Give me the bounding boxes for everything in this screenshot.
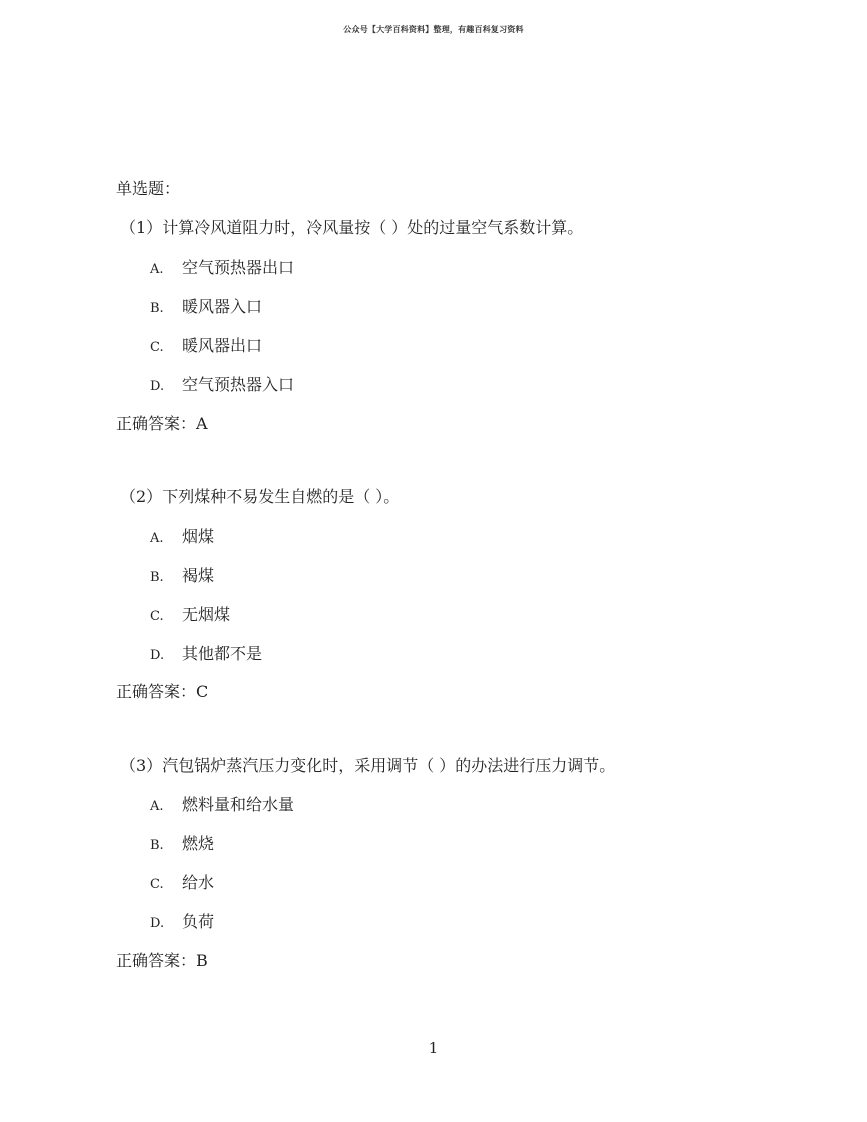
option-letter: A. bbox=[150, 799, 164, 814]
question-3-answer: 正确答案：B bbox=[116, 951, 208, 970]
question-number: （2） bbox=[120, 487, 163, 506]
option-letter: C. bbox=[150, 877, 164, 892]
option-text: 烟煤 bbox=[182, 527, 215, 546]
option-letter: C. bbox=[150, 340, 164, 355]
question-2 bbox=[120, 487, 399, 507]
option-letter: B. bbox=[150, 838, 164, 853]
option-text: 燃料量和给水量 bbox=[182, 795, 295, 814]
option-letter: A. bbox=[150, 531, 164, 546]
question-1-option-d bbox=[150, 375, 294, 397]
option-text: 负荷 bbox=[182, 912, 215, 931]
option-letter: B. bbox=[150, 570, 164, 585]
option-text: 暖风器出口 bbox=[182, 336, 263, 355]
question-3-option-d bbox=[150, 912, 214, 934]
page-header: 公众号【大学百科资料】整理，有趣百科复习资料 bbox=[343, 24, 524, 34]
question-3 bbox=[120, 756, 615, 776]
question-1-option-b bbox=[150, 297, 262, 319]
option-letter: D. bbox=[150, 379, 165, 394]
question-text: 汽包锅炉蒸汽压力变化时，采用调节（ ）的办法进行压力调节。 bbox=[162, 756, 616, 775]
question-2-answer: 正确答案：C bbox=[116, 682, 209, 701]
question-text: 下列煤种不易发生自燃的是（ ）。 bbox=[162, 487, 400, 506]
option-text: 给水 bbox=[182, 873, 215, 892]
option-letter: D. bbox=[150, 648, 165, 663]
option-text: 无烟煤 bbox=[182, 605, 231, 624]
question-1-answer: 正确答案：A bbox=[116, 414, 208, 433]
question-number: （3） bbox=[120, 756, 163, 775]
question-number: （1） bbox=[120, 218, 163, 237]
option-letter: B. bbox=[150, 301, 164, 316]
question-3-option-b bbox=[150, 834, 214, 856]
option-text: 其他都不是 bbox=[182, 644, 263, 663]
question-2-option-c bbox=[150, 605, 230, 627]
option-letter: D. bbox=[150, 916, 165, 931]
page-number: 1 bbox=[428, 1039, 439, 1057]
section-label: 单选题： bbox=[116, 179, 181, 198]
question-2-option-a bbox=[150, 527, 214, 549]
question-1-option-a bbox=[150, 258, 294, 280]
option-text: 褐煤 bbox=[182, 566, 215, 585]
option-text: 燃烧 bbox=[182, 834, 215, 853]
question-1-option-c bbox=[150, 336, 262, 358]
option-text: 空气预热器入口 bbox=[182, 375, 295, 394]
question-3-option-a bbox=[150, 795, 294, 817]
option-letter: C. bbox=[150, 609, 164, 624]
question-2-option-d bbox=[150, 644, 262, 666]
option-text: 暖风器入口 bbox=[182, 297, 263, 316]
option-letter: A. bbox=[150, 262, 164, 277]
question-3-option-c bbox=[150, 873, 214, 895]
option-text: 空气预热器出口 bbox=[182, 258, 295, 277]
question-text: 计算冷风道阻力时，冷风量按（ ）处的过量空气系数计算。 bbox=[162, 218, 584, 237]
question-2-option-b bbox=[150, 566, 214, 588]
question-1 bbox=[120, 218, 583, 238]
